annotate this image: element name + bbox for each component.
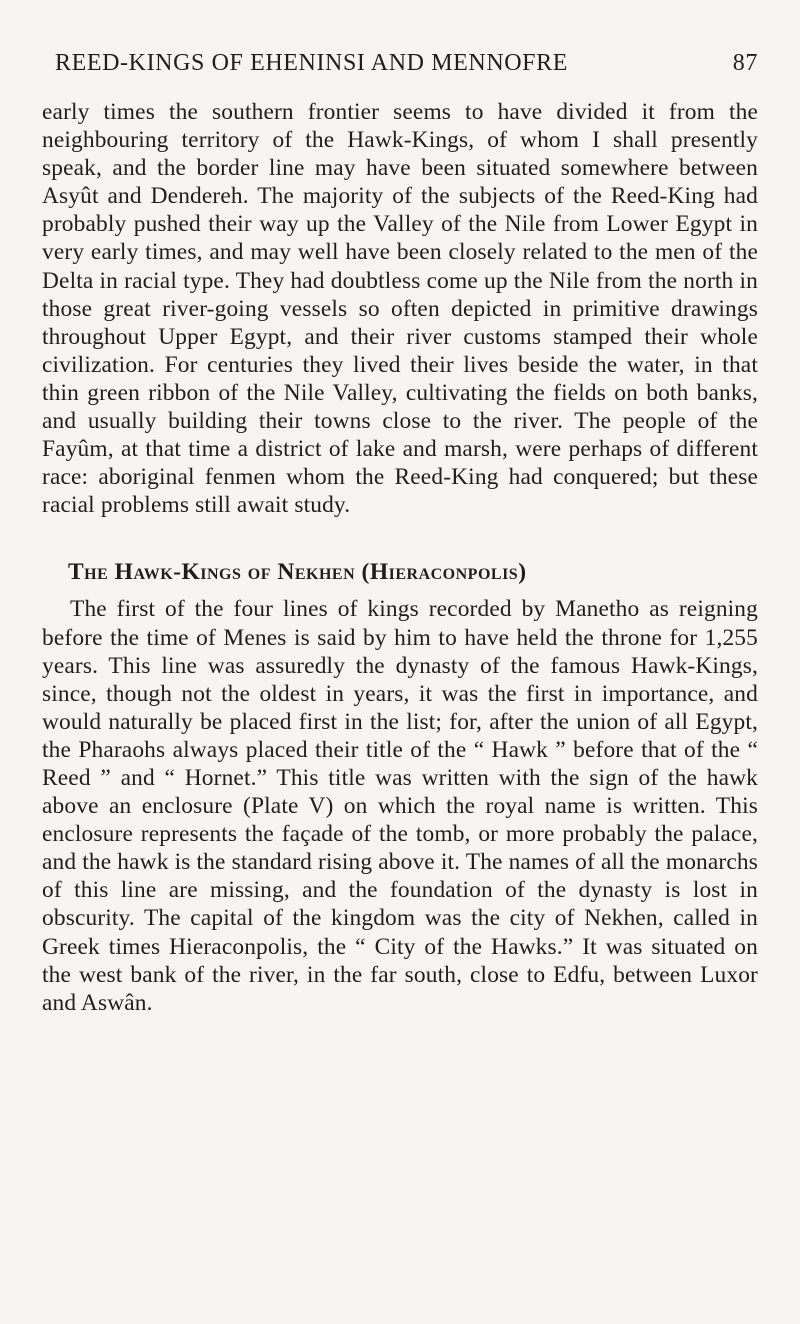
paragraph-1: early times the southern frontier seems to have divided it from the neighbouring territory of the Hawk-Kings, of whom I shall presently speak, and the border line may have been situated somewhere between Asyût and Dendereh. The majority of the subjects of the Reed-King had probably pushed their way up the Valley of the Nile from Lower Egypt in very early times, and may well have been closely related to the men of the Delta in racial type. They had doubtless come up the Nile from the north in those great river-going vessels so often depicted in primitive drawings throughout Upper Egypt, and their river customs stamped their whole civilization. For centuries they lived their lives beside the water, in that thin green ribbon of the Nile Valley, cultivating the fields on both banks, and usually building their towns close to the river. The people of the Fayûm, at that time a district of lake and marsh, were perhaps of different race: aboriginal fenmen whom the Reed-King had conquered; but these racial problems still await study. [42, 99, 758, 519]
paragraph-2: The first of the four lines of kings recorded by Manetho as reigning before the time of Menes is said by him to have held the throne for 1,255 years. This line was assuredly the dynasty of the famous Hawk-Kings, since, though not the oldest in years, it was the first in importance, and would naturally be placed first in the list; for, after the union of all Egypt, the Pharaohs always placed their title of the “ Hawk ” before that of the “ Reed ” and “ Hornet.” This title was written with the sign of the hawk above an enclosure (Plate V) on which the royal name is written. This enclosure represents the façade of the tomb, or more probably the palace, and the hawk is the standard rising above it. The names of all the monarchs of this line are missing, and the foundation of the dynasty is lost in obscurity. The capital of the kingdom was the city of Nekhen, called in Greek times Hieraconpolis, the “ City of the Hawks.” It was situated on the west bank of the river, in the far south, close to Edfu, between Luxor and Aswân. [42, 596, 758, 1016]
section-heading: The Hawk-Kings of Nekhen (Hieraconpolis) [68, 559, 527, 586]
book-page [42, 50, 758, 1017]
running-head-title: REED-KINGS OF EHENINSI AND MENNOFRE [55, 50, 568, 76]
page-number: 87 [732, 50, 758, 76]
running-head [55, 50, 758, 94]
